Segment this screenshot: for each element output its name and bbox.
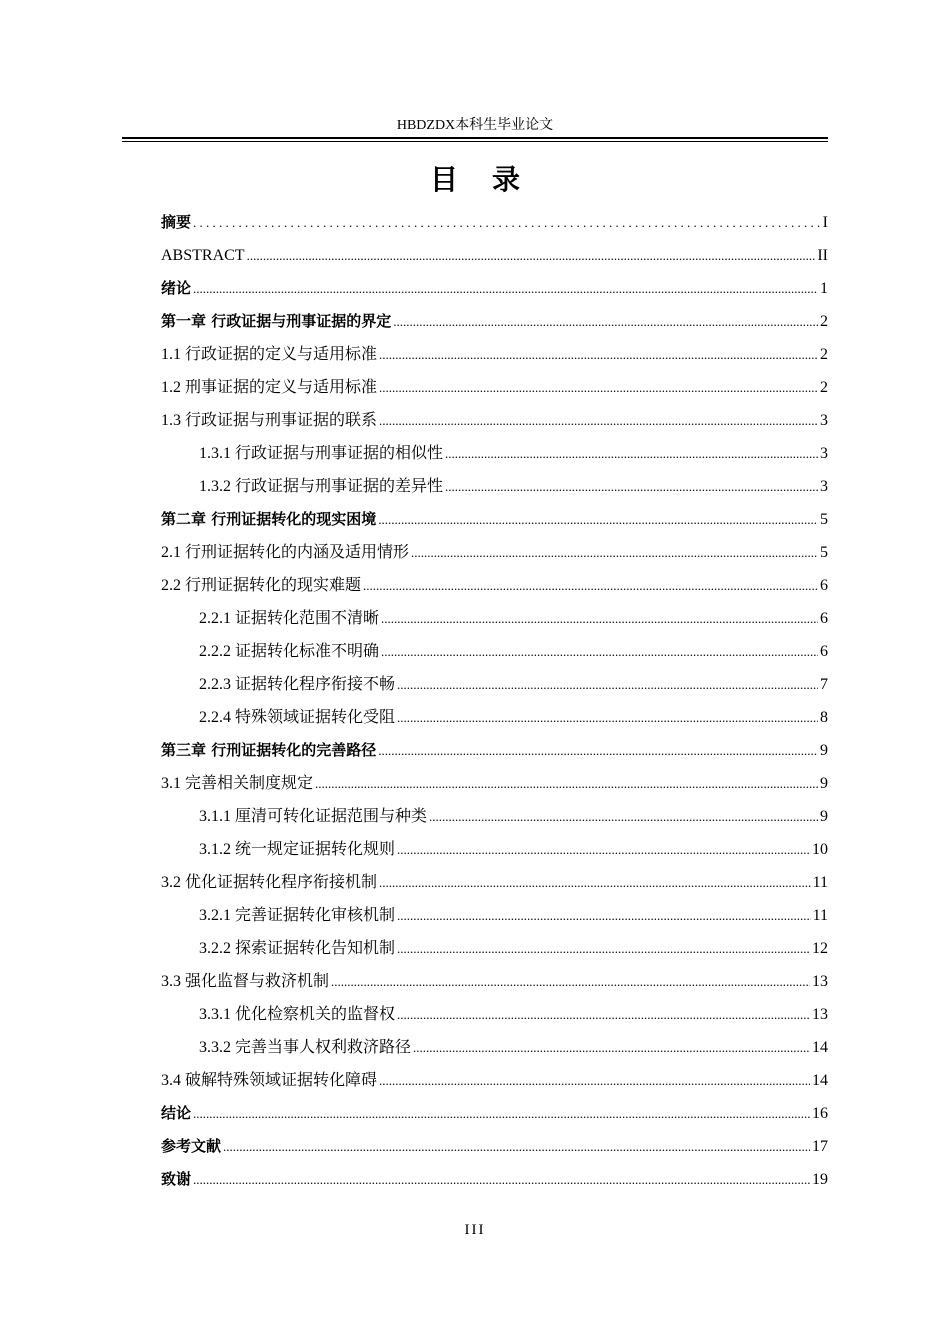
toc-entry[interactable]	[161, 1064, 828, 1097]
toc-entry[interactable]	[161, 536, 828, 569]
toc-entry-page: II	[817, 247, 828, 264]
toc-entry-label: 2.2.3 证据转化程序衔接不畅	[199, 676, 396, 693]
toc-entry-label: 3.2.2 探索证据转化告知机制	[199, 940, 396, 957]
toc-entry[interactable]	[161, 371, 828, 404]
toc-entry-label: 3.4 破解特殊领域证据转化障碍	[161, 1072, 378, 1089]
toc-entry[interactable]	[161, 734, 828, 767]
toc-dot-leader	[445, 437, 818, 470]
toc-entry-label: 1.1 行政证据的定义与适用标准	[161, 346, 378, 363]
toc-entry[interactable]	[161, 800, 828, 833]
toc-entry-page: 2	[820, 346, 828, 363]
page-title: 目录	[429, 163, 554, 196]
toc-entry-label: 摘要	[161, 213, 192, 231]
toc-entry-page: 5	[820, 511, 828, 528]
toc-entry-label: 3.3 强化监督与救济机制	[161, 973, 330, 990]
toc-entry[interactable]	[161, 437, 828, 470]
toc-entry-label: 3.1 完善相关制度规定	[161, 775, 314, 792]
toc-entry-label: 2.2.1 证据转化范围不清晰	[199, 610, 380, 627]
toc-entry[interactable]	[161, 833, 828, 866]
toc-entry-page: 16	[812, 1105, 828, 1122]
toc-entry-label: 1.3.2 行政证据与刑事证据的差异性	[199, 478, 444, 495]
toc-dot-leader	[193, 1163, 810, 1196]
toc-dot-leader	[379, 338, 818, 371]
toc-entry-label: 第一章 行政证据与刑事证据的界定	[161, 312, 392, 330]
header-rule-thick	[122, 137, 828, 139]
running-header: HBDZDX本科生毕业论文	[396, 118, 554, 133]
toc-entry-label: 2.2 行刑证据转化的现实难题	[161, 577, 362, 594]
toc-entry[interactable]	[161, 998, 828, 1031]
toc-entry[interactable]	[161, 404, 828, 437]
toc-entry-page: 6	[820, 643, 828, 660]
toc-entry-label: 2.1 行刑证据转化的内涵及适用情形	[161, 544, 410, 561]
toc-entry-label: 1.3 行政证据与刑事证据的联系	[161, 412, 378, 429]
toc-entry-page: 1	[820, 280, 828, 297]
toc-entry-label: 1.3.1 行政证据与刑事证据的相似性	[199, 445, 444, 462]
toc-entry-page: 3	[820, 478, 828, 495]
toc-entry-label: 3.3.1 优化检察机关的监督权	[199, 1006, 396, 1023]
toc-entry-label: 绪论	[161, 279, 192, 297]
toc-entry[interactable]	[161, 305, 828, 338]
toc-entry-page: 8	[820, 709, 828, 726]
toc-entry-page: 11	[812, 874, 828, 891]
toc-entry[interactable]	[161, 338, 828, 371]
toc-entry-page: 5	[820, 544, 828, 561]
toc-entry[interactable]	[161, 932, 828, 965]
toc-entry-label: ABSTRACT	[161, 247, 245, 264]
toc-entry[interactable]	[161, 206, 828, 239]
toc-entry[interactable]	[161, 767, 828, 800]
header-rule-thin	[122, 141, 828, 142]
toc-dot-leader	[193, 1097, 810, 1130]
toc-entry[interactable]	[161, 1130, 828, 1163]
toc-entry-page: 3	[820, 445, 828, 462]
toc-entry-label: 致谢	[161, 1170, 192, 1188]
toc-entry-label: 3.1.1 厘清可转化证据范围与种类	[199, 808, 428, 825]
toc-dot-leader	[247, 239, 816, 272]
toc-entry[interactable]	[161, 866, 828, 899]
toc-dot-leader	[379, 1064, 810, 1097]
toc-dot-leader	[393, 305, 818, 338]
toc-entry-page: 2	[820, 379, 828, 396]
toc-dot-leader	[397, 668, 818, 701]
toc-dot-leader	[379, 404, 818, 437]
toc-entry-page: 11	[812, 907, 828, 924]
toc-entry-page: 3	[820, 412, 828, 429]
toc-entry[interactable]	[161, 1097, 828, 1130]
toc-dot-leader	[363, 569, 818, 602]
toc-dot-leader	[331, 965, 810, 998]
toc-entry-page: 10	[812, 841, 828, 858]
toc-entry-label: 3.2.1 完善证据转化审核机制	[199, 907, 396, 924]
toc-dot-leader	[429, 800, 818, 833]
toc-entry-label: 2.2.4 特殊领域证据转化受阻	[199, 709, 396, 726]
toc-entry-page: 17	[812, 1138, 828, 1155]
toc-entry[interactable]	[161, 503, 828, 536]
toc-entry[interactable]	[161, 602, 828, 635]
toc-entry[interactable]	[161, 1163, 828, 1196]
toc-dot-leader	[397, 899, 811, 932]
toc-dot-leader	[397, 833, 810, 866]
toc-entry-page: 14	[812, 1072, 828, 1089]
toc-entry-page: 9	[820, 742, 828, 759]
toc-entry-label: 参考文献	[161, 1137, 222, 1155]
toc-dot-leader	[397, 932, 810, 965]
toc-dot-leader	[223, 1130, 810, 1163]
toc-entry[interactable]	[161, 668, 828, 701]
toc-entry[interactable]	[161, 701, 828, 734]
toc-entry-page: 6	[820, 577, 828, 594]
toc-entry-page: 6	[820, 610, 828, 627]
toc-entry[interactable]	[161, 569, 828, 602]
toc-entry-page: 2	[820, 313, 828, 330]
toc-entry[interactable]	[161, 965, 828, 998]
toc-dot-leader	[193, 272, 818, 305]
toc-entry-label: 3.1.2 统一规定证据转化规则	[199, 841, 396, 858]
toc-dot-leader	[378, 503, 818, 536]
toc-entry-label: 3.2 优化证据转化程序衔接机制	[161, 874, 378, 891]
page-number: III	[464, 1222, 486, 1238]
toc-dot-leader	[379, 371, 818, 404]
toc-entry-label: 第二章 行刑证据转化的现实困境	[161, 510, 377, 528]
toc-entry[interactable]	[161, 635, 828, 668]
toc-dot-leader	[445, 470, 818, 503]
toc-entry[interactable]	[161, 1031, 828, 1064]
toc-entry-label: 结论	[161, 1104, 192, 1122]
toc-entry[interactable]	[161, 899, 828, 932]
toc-dot-leader	[381, 635, 818, 668]
toc-dot-leader	[193, 206, 821, 239]
toc-dot-leader	[397, 701, 818, 734]
toc-entry-page: 19	[812, 1171, 828, 1188]
toc-entry-page: 14	[812, 1039, 828, 1056]
toc-entry[interactable]	[161, 239, 828, 272]
toc-entry-page: 13	[812, 1006, 828, 1023]
toc-entry-page: 7	[820, 676, 828, 693]
toc-dot-leader	[379, 866, 811, 899]
toc-dot-leader	[378, 734, 818, 767]
toc-entry-page: 9	[820, 808, 828, 825]
toc-entry-page: 13	[812, 973, 828, 990]
toc-dot-leader	[397, 998, 810, 1031]
toc-entry-label: 1.2 刑事证据的定义与适用标准	[161, 379, 378, 396]
toc-entry-page: 9	[820, 775, 828, 792]
table-of-contents	[161, 206, 828, 1196]
toc-entry-page: 12	[812, 940, 828, 957]
toc-entry-page: I	[822, 214, 828, 231]
toc-entry-label: 第三章 行刑证据转化的完善路径	[161, 741, 377, 759]
toc-dot-leader	[413, 1031, 810, 1064]
toc-dot-leader	[411, 536, 818, 569]
toc-dot-leader	[315, 767, 818, 800]
toc-dot-leader	[381, 602, 818, 635]
toc-entry-label: 3.3.2 完善当事人权利救济路径	[199, 1039, 412, 1056]
toc-entry-label: 2.2.2 证据转化标准不明确	[199, 643, 380, 660]
toc-entry[interactable]	[161, 470, 828, 503]
toc-entry[interactable]	[161, 272, 828, 305]
